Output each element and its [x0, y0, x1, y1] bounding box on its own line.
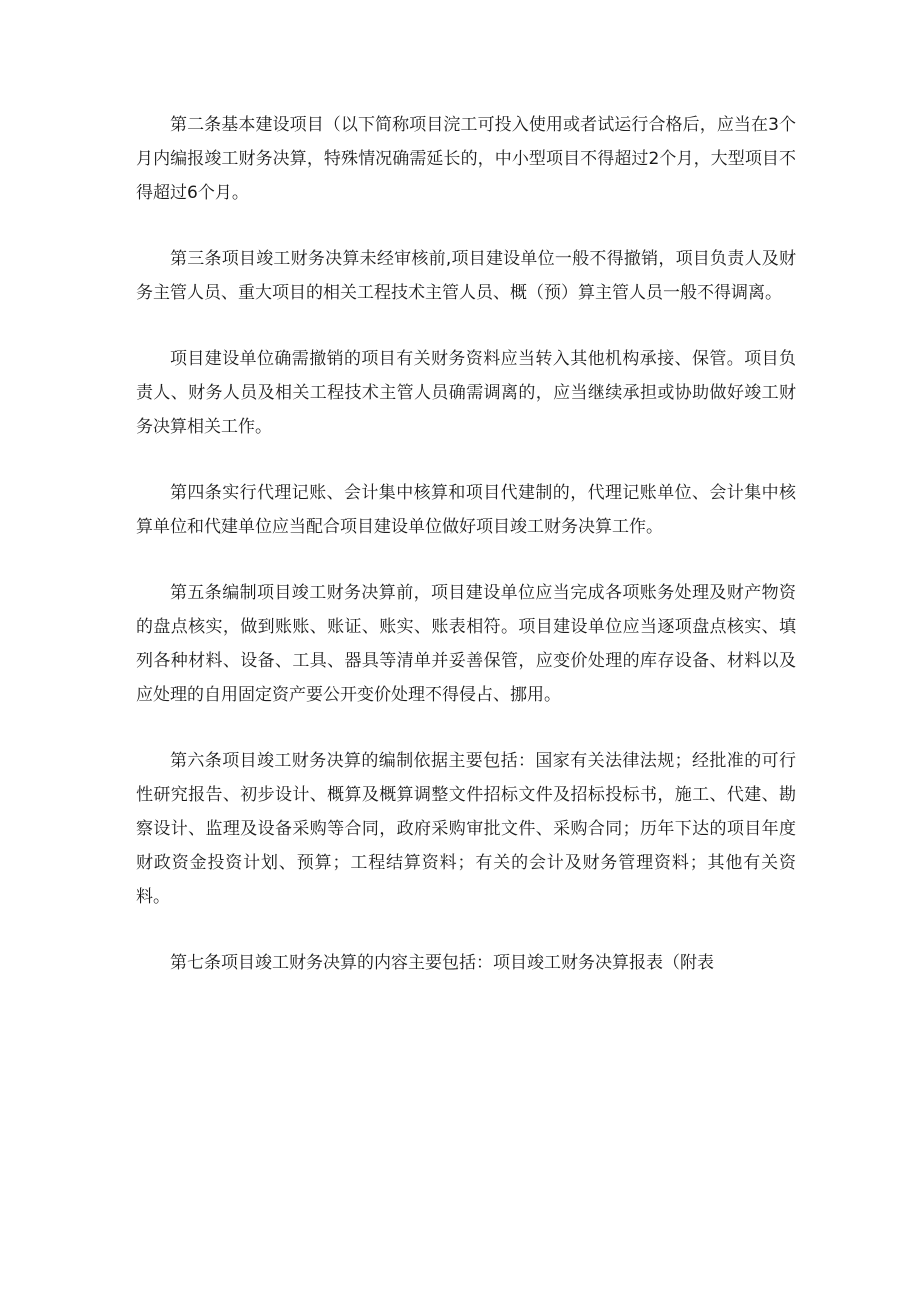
paragraph-article-5: 第五条编制项目竣工财务决算前，项目建设单位应当完成各项账务处理及财产物资的盘点核实，做到账账、账证、账实、账表相符。项目建设单位应当逐项盘点核实、填列各种材料、设备、工具、器具等清单并妥善保管，应变价处理的库存设备、材料以及应处理的自用固定资产要公开变价处理不得侵占、挪用。 [136, 583, 796, 705]
paragraph-article-3-cont: 项目建设单位确需撤销的项目有关财务资料应当转入其他机构承接、保管。项目负责人、财务人员及相关工程技术主管人员确需调离的，应当继续承担或协助做好竣工财务决算相关工作。 [136, 349, 796, 437]
paragraph-article-7: 第七条项目竣工财务决算的内容主要包括：项目竣工财务决算报表（附表 [170, 953, 714, 973]
paragraph-article-2: 第二条基本建设项目（以下简称项目浣工可投入使用或者试运行合格后，应当在3个月内编报竣工财务决算，特殊情况确需延长的，中小型项目不得超过2个月，大型项目不得超过6个月。 [136, 115, 796, 203]
document-body [136, 108, 796, 1012]
paragraph-article-4: 第四条实行代理记账、会计集中核算和项目代建制的，代理记账单位、会计集中核算单位和代建单位应当配合项目建设单位做好项目竣工财务决算工作。 [136, 483, 796, 537]
paragraph-article-6: 第六条项目竣工财务决算的编制依据主要包括：国家有关法律法规；经批准的可行性研究报告、初步设计、概算及概算调整文件招标文件及招标投标书，施工、代建、勘察设计、监理及设备采购等合同，政府采购审批文件、采购合同；历年下达的项目年度财政资金投资计划、预算；工程结算资料；有关的会计及财务管理资料；其他有关资料。 [136, 751, 796, 907]
paragraph-article-3: 第三条项目竣工财务决算未经审核前,项目建设单位一般不得撤销，项目负责人及财务主管人员、重大项目的相关工程技术主管人员、概（预）算主管人员一般不得调离。 [136, 249, 796, 303]
